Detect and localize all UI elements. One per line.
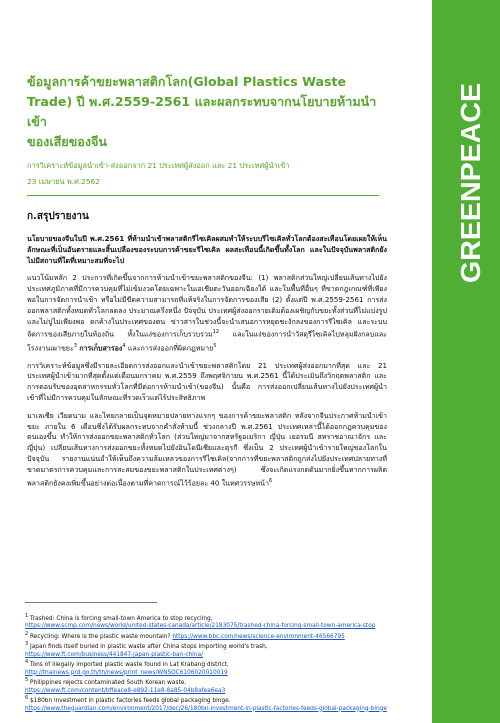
- document-body: [27, 72, 387, 489]
- publication-date: 23 เมษายน พ.ศ.2562: [27, 177, 100, 186]
- summary-paragraph: นโยบายของจีนในปี พ.ศ.2561 ที่ห้ามนำเข้าพลาสติกรีไซเคิลผสมทำให้ระบบรีไซเคิลทั่วโลกต้องสะเทือนโดยเผยให้เห็นลักษณะที่เป็นอันตรายและสิ้นเปลืองของระบบการค้าขยะรีไซเคิล ผลสะเทือนนี้เกิดขึ้นทั้งโลก และในปัจจุบันพลาสติกยังไม่มีสถานที่ใดที่เหมาะสมที่จะไป: [27, 234, 387, 265]
- footnote-link[interactable]: https://www.scmp.com/news/world/united-states-canada/article/2183075/trashed-china-forcing-small-town-america-stop: [25, 623, 376, 630]
- footnote-item: [25, 623, 465, 631]
- footnote-item: [25, 670, 465, 678]
- footnote-item: [25, 688, 465, 696]
- footnote-item: $^4$ Tons of illegally imported plastic waste found in Lat Krabang district,: [25, 659, 229, 669]
- section-heading: ก.สรุปรายงาน: [27, 211, 89, 222]
- bold-term: การเก็บสารอง: [79, 342, 123, 352]
- footnote-item: [25, 706, 465, 714]
- destinations-paragraph: มาเลเซีย เวียดนาม และไทยกลายเป็นจุดหมายปลายทางแรกๆ ของการค้าขยะพลาสติก หลังจากจีนประกาศห้ามนำเข้าขยะ ภายใน 6 เดือนซึ่งได้รับผลกระทบจากคำสั่งห้ามนี้ ช่วงกลางปี พ.ศ.2561 ประเทศเหล่านี้ได้ออกกฎควบคุมของตนเองขึ้น ทำให้การส่งออกขยะพลาสติกทั่วโลก (ส่วนใหญ่มาจากสหรัฐอเมริกา ญี่ปุ่น เยอรมนี สหราชอาณาจักร และญี่ปุ่น) เปลี่ยนเส้นทางการส่งออกขยะทั้งหมดไปยังอินโดนีเซียและตุรกี ซึ่งเป็น 2 ประเทศผู้นำเข้ารายใหญ่ของโลกในปัจจุบัน รายงานแน่นอำให้เห็นถึงความล้มเหลวของการรีไซเคิล(จากการที่ขยะพลาสติกถูกส่งไปยังประเทศปลายทางที่ขาดมาตรการควบคุมและการสะสมของขยะพลาสติกในประเทศต่างๆ) ซึ่งจะเกิดแรงกดดันมากยิ่งขึ้นหากการผลิตพลาสติกยังคงเพิ่มขึ้นอย่างต่อเนื่องตามที่คาดการณ์ไว้ร้อยละ 40 ในทศวรรษหน้า$^6$: [27, 410, 387, 488]
- footnotes: [25, 602, 465, 713]
- footnote-item: $^2$ Recycling: Where is the plastic waste mountain? https://www.bbc.com/news/science-environment-46566795: [25, 630, 345, 640]
- footnote-ref: 2: [215, 329, 220, 336]
- page-title: ข้อมูลการค้าขยะพลาสติกโลก(Global Plastics Waste Trade) ปี พ.ศ.2559-2561 และผลกระทบจากนโยบายห้ามนำเข้า ของเสียของจีน: [27, 74, 377, 149]
- footnote-divider: [25, 602, 157, 603]
- footnote-ref: 6: [268, 477, 273, 484]
- brand-name: GREENPEACE: [455, 86, 486, 283]
- footnote-item: $^6$ $180bn investment in plastic factories feeds global packaging binge.: [25, 695, 231, 705]
- analysis-paragraph: การวิเคราะห์ข้อมูลซึ่งมีรายละเอียดการส่งออกและนำเข้าขยะพลาสติกโดย 21 ประเทศผู้ส่งออกมากที่สุด และ 21 ประเทศผู้นำเข้ามากที่สุดตั้งแต่เดือนมกราคม พ.ศ.2559 ถึงพฤศจิกายน พ.ศ.2561 นี้ได้ประเมินถึงวิกฤตพลาสติก และการตอบรับของอุตสาหกรรมทั่วโลกที่มีต่อการห้ามนำเข้า(ของจีน) นั้นคือ การส่งออกเปลี่ยนเส้นทางไปยังประเทศผู้นำเข้าที่ไม่มีการควบคุมในลักษณะที่รวดเร็วแต่ไร้ประสิทธิภาพ: [27, 360, 387, 403]
- footnote-ref: 4: [122, 342, 126, 349]
- footnote-item: $^3$ Japan finds itself buried in plastic waste after China stops importing world's trash,: [25, 641, 268, 651]
- footnote-link[interactable]: https://www.bbc.com/news/science-environment-46566795: [172, 633, 345, 640]
- footnote-ref: 5: [213, 342, 217, 349]
- footnote-link[interactable]: http://thainews.prd.go.th/th/news/print_news/WNSOC6106020010019: [25, 669, 228, 676]
- footnote-ref: 3: [73, 342, 77, 349]
- greenpeace-logo: [442, 78, 492, 288]
- footnote-link[interactable]: https://www.ft.com/business/441847-japan-plastic-ban-china/: [25, 651, 203, 658]
- header-divider: [27, 195, 379, 196]
- footnote-ref: 1: [212, 329, 216, 336]
- footnote-item: $^1$ Trashed: China is forcing small-town America to stop recycling,: [25, 613, 213, 622]
- footnote-link[interactable]: https://www.theguardian.com/environment/2017/dec/26/180bn-investment-in-plastic-factories-feeds-global-packaging-binge: [25, 705, 387, 712]
- footnote-item: $^5$ Philippines rejects contaminated South Korean waste.: [25, 677, 187, 687]
- trends-paragraph: แนวโน้มหลัก 2 ประการที่เกิดขึ้นจากการห้ามนำเข้าขยะพลาสติกของจีน: (1) พลาสติกส่วนใหญ่เปลี่ยนเส้นทางไปยังประเทศภูมิภาคที่มีการควบคุมที่ไม่เข้มงวดโดยเฉพาะในเอเชียตะวันออกเฉียงใต้ และในพื้นที่อื่นๆ ที่ขาดกฎเกณฑ์ที่เพียงพอในการจัดการนำเข้า หรือไม่มีขีดความสามารถที่แท้จริงในการจัดการของเสีย (2) ตั้งแต่ปี พ.ศ.2559-2561 การส่งออกพลาสติกทั้งหมดทั่วโลกลดลง ประมาณครึ่งหนึ่ง ปัจจุบัน ประเทศผู้ส่งออกรายเดิมต้องเผชิญกับขยะทั้งส่วนที่ไม่แบ่งรูปและไม่ปูไม่เพียงพอ ตกค้างในประเทศของตน ข่าวสารในช่วงนี้จะนำเสนอการหยุดชะงักลงของการรีไซเคิล และระบบจัดการของเสียภายในท้องถิ่น ทั้งในแง่ของการเก็บรวบรวม$^{12}$ และในแง่ของการนำวัสดุรีไซเคิลไปหลุมฝังกลบและโรงงานเผาขยะ$^3$ การเก็บสารอง$^4$ และการส่งออกที่ผิดกฎหมาย$^5$: [27, 273, 387, 352]
- footnote-item: [25, 652, 465, 660]
- page-subtitle: การวิเคราะห์ข้อมูลนำเข้า-ส่งออกจาก 21 ประเทศผู้ส่งออก และ 21 ประเทศผู้นำเข้า: [27, 161, 290, 170]
- footnote-link[interactable]: https://www.ft.com/content/bffeace8-e892-11e8-8a85-04b8afea6ea3: [25, 687, 226, 694]
